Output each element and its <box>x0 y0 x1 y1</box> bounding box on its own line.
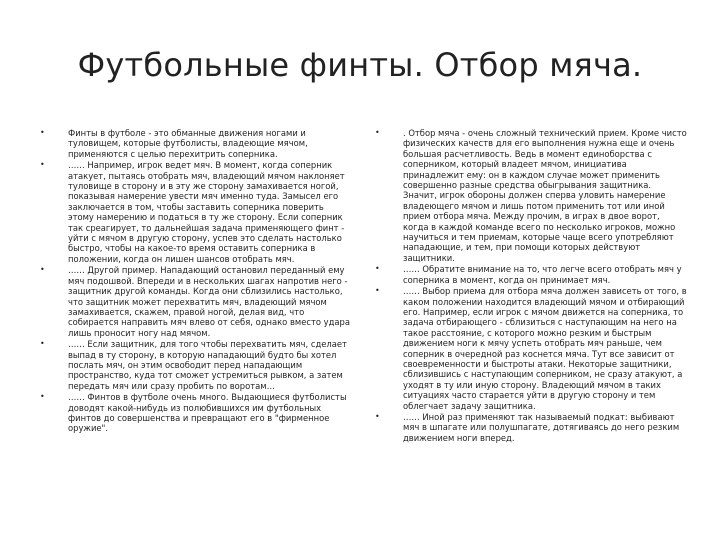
list-item <box>375 286 687 411</box>
bullet-text: …… Иной раз применяют так называемый подкат: выбивают мяч в шпагате или полушпагате, дотягиваясь до него резким движением ноги вперед. <box>403 411 680 443</box>
bullet-text: …… Выбор приема для отбора мяча должен зависеть от того, в каком положении находится владеющий мячом и отбирающий его. Например, если игрок с мячом движется на соперника, то задача отбирающего - сблизиться с наступающим на него на такое расстояние, с которого можно резким и быстрым движением ноги к мячу успеть отобрать мяч раньше, чем соперник в очередной раз коснется мяча. Тут все зависит от своевременности и быстроты атаки. Некоторые защитники, сблизившись с наступающим соперником, не сразу атакуют, а уходят в ту или иную сторону. Владеющий мячом в таких ситуациях часто старается уйти в другую сторону и тем облегчает задачу защитника. <box>403 286 687 411</box>
bullet-text: …… Обратите внимание на то, что легче всего отобрать мяч у соперника в момент, когда он принимает мяч. <box>403 264 682 285</box>
bullet-text: Финты в футболе - это обманные движения ногами и туловищем, которые футболисты, владеющие мячом, применяются с целью перехитрить соперника. <box>68 128 308 159</box>
bullet-icon: • <box>375 128 380 137</box>
bullet-icon: • <box>40 128 45 137</box>
list-item <box>40 128 352 159</box>
bullet-icon: • <box>40 339 45 349</box>
slide-title: Футбольные финты. Отбор мяча. <box>77 46 643 84</box>
bullet-icon: • <box>375 286 380 296</box>
bullet-text: …… Финтов в футболе очень много. Выдающиеся футболисты доводят какой-нибудь из полюбившихся им футбольных финтов до совершенства и превращают его в "фирменное оружие". <box>68 392 347 434</box>
list-item <box>40 160 352 264</box>
bullet-icon: • <box>375 411 380 421</box>
bullet-text: . Отбор мяча - очень сложный технический прием. Кроме чисто физических качеств для его выполнения нужна еще и очень большая расчетливость. Ведь в момент единоборства с соперником, который владеет мячом, инициатива принадлежит ему: он в каждом случае может применить совершенно разные средства обыгрывания защитника. Значит, игрок обороны должен сперва уловить намерение владеющего мячом и лишь потом применить тот или иной прием отбора мяча. Между прочим, в играх в двое ворот, когда в каждой команде всего по несколько игроков, можно научиться и тем приемам, которые чаще всего употребляют нападающие, и тем, при помощи которых действуют защитники. <box>403 128 687 263</box>
list-item <box>40 392 352 434</box>
bullet-icon: • <box>40 160 45 170</box>
bullet-icon: • <box>40 265 45 275</box>
bullet-icon: • <box>40 392 45 402</box>
bullet-text: …… Другой пример. Нападающий остановил переданный ему мяч подошвой. Впереди и в нескольких шагах напротив него - защитник другой команды. Когда они сблизились настолько, что защитник может перехватить мяч, владеющий мячом замахивается, скажем, правой ногой, делая вид, что собирается направить мяч влево от себя, однако вместо удара лишь проносит ногу над мячом. <box>68 265 350 338</box>
right-bullet-list <box>375 128 687 444</box>
list-item <box>375 128 687 263</box>
list-item <box>375 264 687 285</box>
left-bullet-list <box>40 128 352 435</box>
bullet-icon: • <box>375 264 380 274</box>
bullet-text: …… Например, игрок ведет мяч. В момент, когда соперник атакует, пытаясь отобрать мяч, владеющий мячом наклоняет туловище в сторону и в эту же сторону замахивается ногой, показывая намерение увести мяч именно туда. Замысел его заключается в том, чтобы заставить соперника поверить этому намерению и податься в ту же сторону. Если соперник так среагирует, то дальнейшая задача применяющего финт - уйти с мячом в другую сторону, успев это сделать настолько быстро, чтобы на какое-то время оставить соперника в положении, когда он лишен шансов отобрать мяч. <box>68 160 345 264</box>
list-item <box>40 265 352 338</box>
bullet-text: …… Если защитник, для того чтобы перехватить мяч, сделает выпад в ту сторону, в которую нападающий будто бы хотел послать мяч, он этим освободит перед нападающим пространство, куда тот сможет устремиться рывком, а затем передать мяч или сразу пробить по воротам… <box>68 339 347 391</box>
list-item <box>375 412 687 443</box>
list-item <box>40 339 352 391</box>
